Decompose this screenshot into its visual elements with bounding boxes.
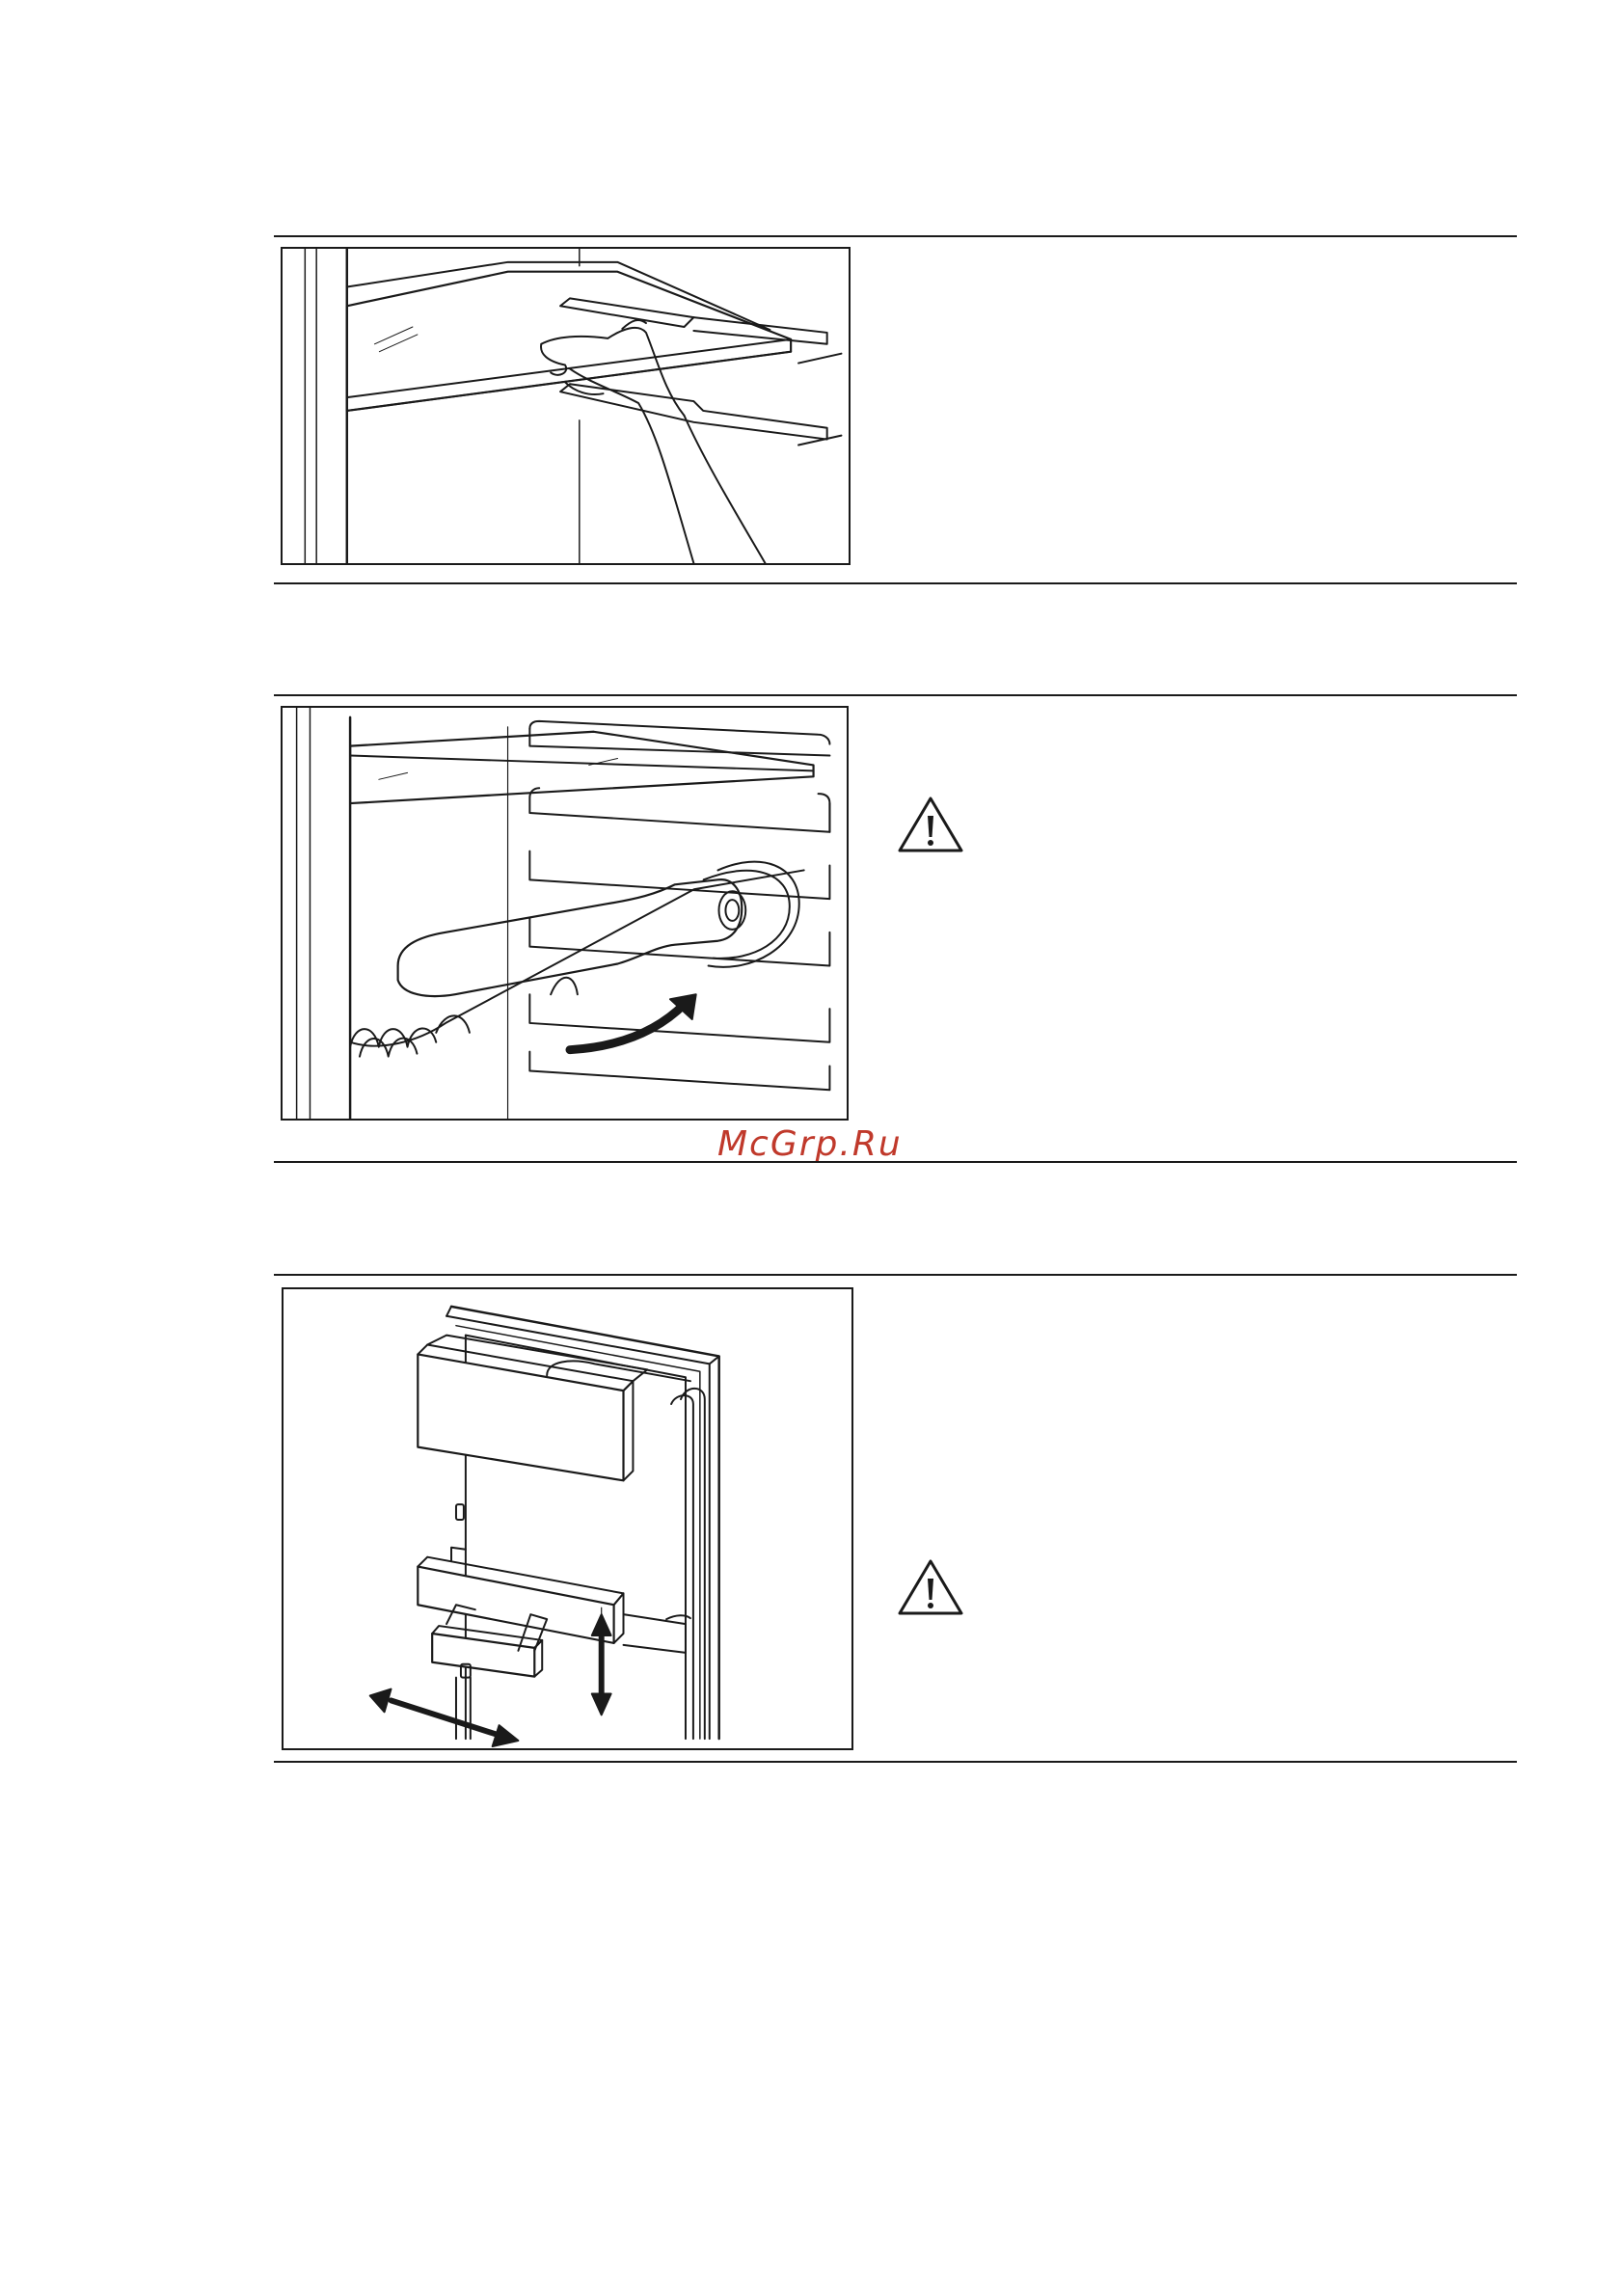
warning-triangle-icon [897, 1557, 964, 1617]
bottle-rack-figure [281, 706, 849, 1121]
section-2-top-rule [274, 694, 1517, 696]
section-1-top-rule [274, 235, 1517, 237]
watermark: McGrp.Ru [717, 1124, 903, 1164]
section-3-top-rule [274, 1274, 1517, 1276]
warning-triangle-icon [897, 795, 964, 854]
door-balcony-figure [282, 1287, 853, 1750]
section-3-bottom-rule [274, 1761, 1517, 1763]
shelf-removal-figure [281, 247, 851, 565]
section-2-bottom-rule [274, 1161, 1517, 1163]
section-1-bottom-rule [274, 582, 1517, 584]
